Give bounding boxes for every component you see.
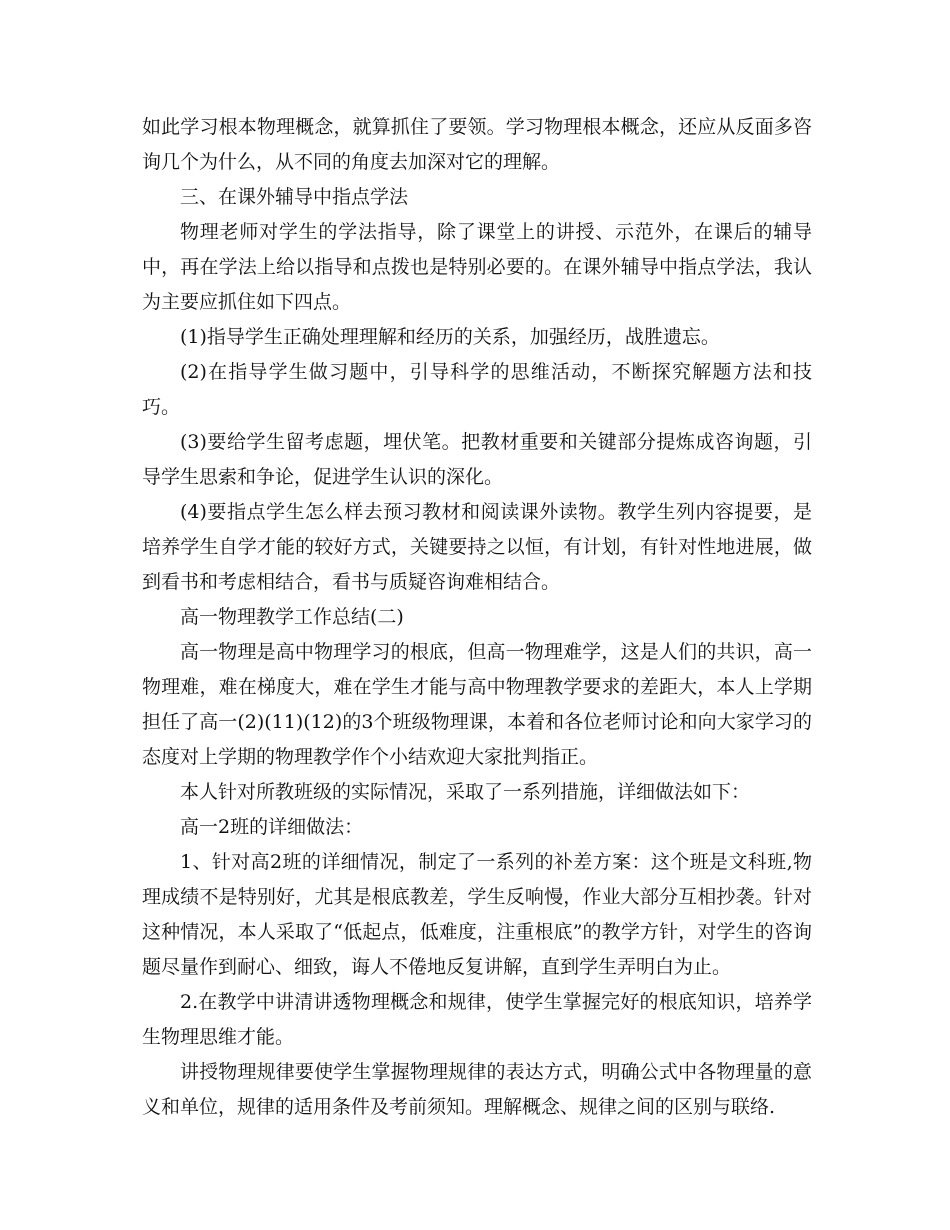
paragraph: 1、针对高2班的详细情况，制定了一系列的补差方案：这个班是文科班,物理成绩不是特别好，尤其是根底教差，学生反响慢，作业大部分互相抄袭。针对这种情况，本人采取了“低起点，低难度，注重根底”的教学方针，对学生的咨询题尽量作到耐心、细致，诲人不倦地反复讲解，直到学生弄明白为止。 <box>142 851 812 978</box>
list-item: (4)要指点学生怎么样去预习教材和阅读课外读物。教学生列内容提要，是培养学生自学才能的较好方式，关键要持之以恒，有计划，有针对性地进展，做到看书和考虑相结合，看书与质疑咨询难相结合。 <box>142 501 812 593</box>
paragraph: 物理老师对学生的学法指导，除了课堂上的讲授、示范外，在课后的辅导中，再在学法上给以指导和点拨也是特别必要的。在课外辅导中指点学法，我认为主要应抓住如下四点。 <box>142 221 812 313</box>
list-item: (1)指导学生正确处理理解和经历的关系，加强经历，战胜遗忘。 <box>180 326 720 348</box>
paragraph: 本人针对所教班级的实际情况，采取了一系列措施，详细做法如下： <box>180 781 751 803</box>
sub-heading: 高一2班的详细做法： <box>180 816 364 838</box>
paragraph: 如此学习根本物理概念，就算抓住了要领。学习物理根本概念，还应从反面多咨询几个为什么，从不同的角度去加深对它的理解。 <box>142 116 812 173</box>
section-heading: 高一物理教学工作总结(二) <box>180 606 404 628</box>
paragraph: 讲授物理规律要使学生掌握物理规律的表达方式，明确公式中各物理量的意义和单位，规律的适用条件及考前须知。理解概念、规律之间的区别与联络. <box>142 1061 812 1118</box>
paragraph: 高一物理是高中物理学习的根底，但高一物理难学，这是人们的共识，高一物理难，难在梯度大，难在学生才能与高中物理教学要求的差距大，本人上学期担任了高一(2)(11)(12)的3个班级物理课，本着和各位老师讨论和向大家学习的态度对上学期的物理教学作个小结欢迎大家批判指正。 <box>142 641 812 768</box>
list-item: (3)要给学生留考虑题，埋伏笔。把教材重要和关键部分提炼成咨询题，引导学生思索和争论，促进学生认识的深化。 <box>142 431 812 488</box>
paragraph: 2.在教学中讲清讲透物理概念和规律，使学生掌握完好的根底知识，培养学生物理思维才能。 <box>142 991 812 1048</box>
list-item: (2)在指导学生做习题中，引导科学的思维活动，不断探究解题方法和技巧。 <box>142 361 812 418</box>
document-body <box>142 110 812 1125</box>
section-heading: 三、在课外辅导中指点学法 <box>180 186 409 208</box>
